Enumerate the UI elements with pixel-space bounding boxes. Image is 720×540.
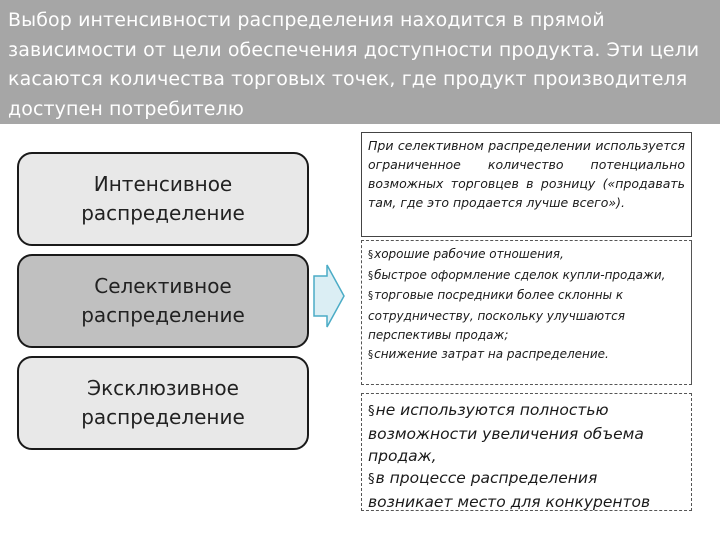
intensive-label-line2: распределение (81, 201, 245, 225)
list-item: §в процессе распределения возникает место для конкурентов (368, 469, 651, 511)
bullet-icon: § (368, 291, 374, 303)
list-item: §хорошие рабочие отношения, (368, 247, 564, 261)
advantages-list (368, 245, 685, 365)
header-text: Выбор интенсивности распределения находится в прямой зависимости от цели обеспечения доступности продукта. Эти цели касаются количества торговых точек, где продукт производителя доступен потребителю (8, 9, 700, 120)
disadvantages-list (368, 399, 685, 513)
selective-label-line2: распределение (81, 303, 245, 327)
list-item: §торговые посредники более склонны к сотрудничеству, поскольку улучшаются перспективы продаж; (368, 288, 625, 342)
exclusive-label-line1: Эксклюзивное (87, 376, 239, 400)
bullet-icon: § (368, 250, 374, 261)
exclusive-distribution-box (17, 356, 309, 450)
selective-distribution-box (17, 254, 309, 348)
intensive-distribution-box (17, 152, 309, 246)
selective-description-box (361, 132, 692, 237)
disadvantages-box (361, 393, 692, 511)
bullet-icon: § (368, 349, 374, 361)
header-banner (0, 0, 720, 124)
list-item: §снижение затрат на распределение. (368, 346, 609, 361)
right-arrow-icon (312, 264, 346, 328)
advantages-box (361, 240, 692, 385)
list-item: §не используются полностью возможности увеличения объема продаж, (368, 401, 644, 465)
bullet-icon: § (368, 404, 375, 419)
bullet-icon: § (368, 270, 374, 282)
intensive-label-line1: Интенсивное (93, 172, 233, 196)
selective-description-text: При селективном распределении используется ограниченное количество потенциально возможных торговцев в розницу («продавать там, где это продается лучше всего»). (368, 138, 685, 210)
selective-label-line1: Селективное (94, 274, 232, 298)
list-item: §быстрое оформление сделок купли-продажи, (368, 267, 666, 282)
exclusive-label-line2: распределение (81, 405, 245, 429)
bullet-icon: § (368, 472, 375, 487)
